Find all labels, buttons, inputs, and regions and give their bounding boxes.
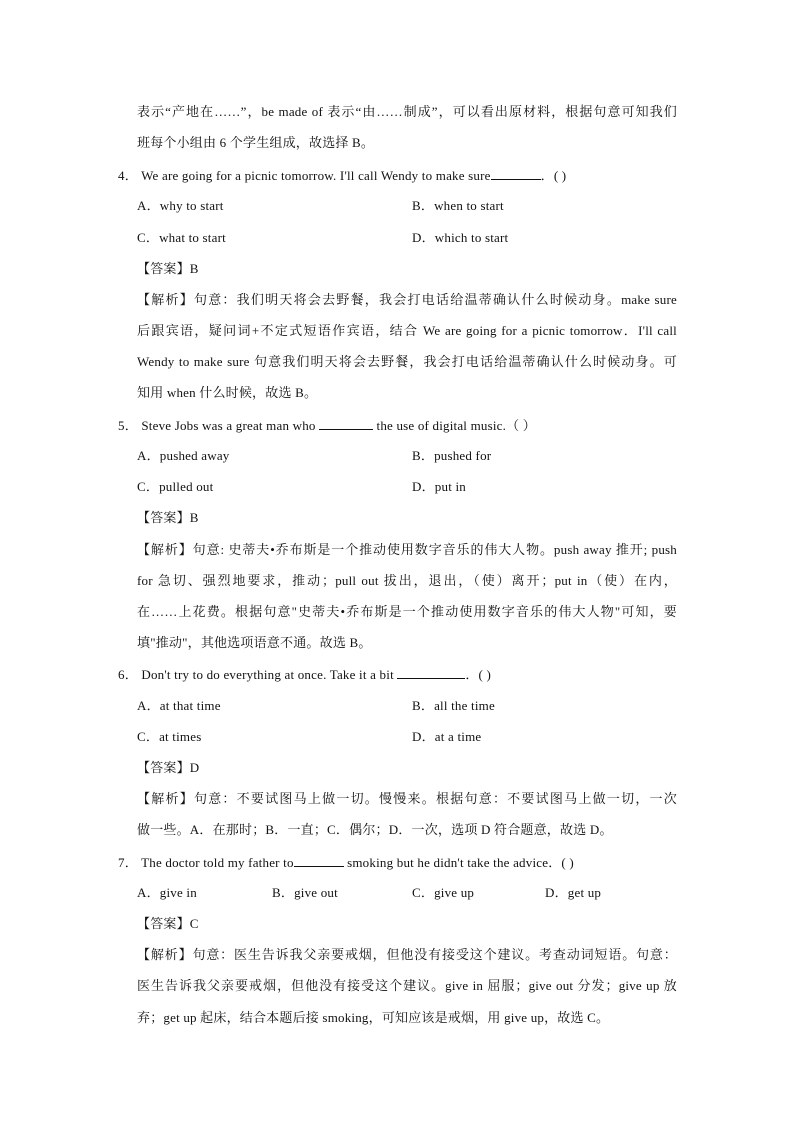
analysis-line: 医生告诉我父亲要戒烟，但他没有接受这个建议。give in 屈服；give out 分发；give up 放 <box>137 978 677 993</box>
option-b: B．all the time <box>412 698 495 713</box>
analysis-line: 做一些。A．在那时；B．一直；C．偶尔；D．一次，选项 D 符合题意，故选 D。 <box>137 822 613 837</box>
option-a: A．give in <box>137 885 197 900</box>
answer-blank <box>319 416 373 430</box>
intro-line: 表示“产地在……”，be made of 表示“由……制成”，可以看出原材料，根据句意可知我们 <box>137 104 677 119</box>
stem-text: smoking but he didn't take the advice．( ) <box>347 855 574 870</box>
option-d: D．which to start <box>412 230 509 245</box>
option-a: A．at that time <box>137 698 221 713</box>
option-b: B．give out <box>272 885 338 900</box>
option-d: D．at a time <box>412 729 482 744</box>
option-c: C．what to start <box>137 230 226 245</box>
question-stem <box>118 853 574 872</box>
analysis-line: 【解析】句意：我们明天将会去野餐，我会打电话给温蒂确认什么时候动身。make sure <box>137 292 677 307</box>
option-b: B．pushed for <box>412 448 492 463</box>
answer-blank <box>491 166 541 180</box>
analysis-line: 知用 when 什么时候，故选 B。 <box>137 385 318 400</box>
question-stem <box>118 166 566 185</box>
stem-text: Don't try to do everything at once. Take it a bit <box>141 667 394 682</box>
answer-line: 【答案】D <box>137 760 200 775</box>
option-c: C．at times <box>137 729 202 744</box>
analysis-line: Wendy to make sure 句意我们明天将会去野餐，我会打电话给温蒂确认什么时候动身。可 <box>137 354 677 369</box>
answer-blank <box>294 853 344 867</box>
answer-line: 【答案】B <box>137 261 199 276</box>
analysis-line: 【解析】句意：不要试图马上做一切。慢慢来。根据句意：不要试图马上做一切，一次 <box>137 791 677 806</box>
option-c: C．give up <box>412 885 475 900</box>
question-stem <box>118 416 536 435</box>
question-number: 7． <box>118 855 138 870</box>
option-b: B．when to start <box>412 198 504 213</box>
analysis-line: for 急切、强烈地要求，推动；pull out 拔出，退出，（使）离开；put in（使）在内， <box>137 573 677 588</box>
answer-line: 【答案】B <box>137 510 199 525</box>
option-d: D．get up <box>545 885 602 900</box>
analysis-line: 在……上花费。根据句意"史蒂夫•乔布斯是一个推动使用数字音乐的伟大人物"可知，要 <box>137 604 677 619</box>
analysis-line: 后跟宾语，疑问词+不定式短语作宾语，结合 We are going for a picnic tomorrow．I'll call <box>137 323 677 338</box>
option-a: A．pushed away <box>137 448 230 463</box>
analysis-line: 填"推动"，其他选项语意不通。故选 B。 <box>137 635 372 650</box>
analysis-line: 弃；get up 起床，结合本题后接 smoking，可知应该是戒烟，用 give up，故选 C。 <box>137 1010 610 1025</box>
question-number: 6． <box>118 667 138 682</box>
option-d: D．put in <box>412 479 466 494</box>
stem-text: The doctor told my father to <box>141 855 294 870</box>
answer-line: 【答案】C <box>137 916 199 931</box>
option-c: C．pulled out <box>137 479 214 494</box>
stem-text: ．( ) <box>465 667 492 682</box>
answer-blank <box>397 665 465 679</box>
stem-text: Steve Jobs was a great man who <box>141 418 316 433</box>
stem-text: ．( ) <box>540 168 567 183</box>
analysis-line: 【解析】句意: 史蒂夫•乔布斯是一个推动使用数字音乐的伟大人物。push away 推开; push <box>137 542 677 557</box>
question-stem <box>118 665 491 684</box>
stem-text: the use of digital music.（ ） <box>376 418 536 433</box>
intro-line: 班每个小组由 6 个学生组成，故选择 B。 <box>137 135 375 150</box>
question-number: 4． <box>118 168 138 183</box>
analysis-line: 【解析】句意：医生告诉我父亲要戒烟，但他没有接受这个建议。考查动词短语。句意： <box>137 947 677 962</box>
option-a: A．why to start <box>137 198 224 213</box>
question-number: 5． <box>118 418 138 433</box>
stem-text: We are going for a picnic tomorrow. I'll call Wendy to make sure <box>141 168 491 183</box>
